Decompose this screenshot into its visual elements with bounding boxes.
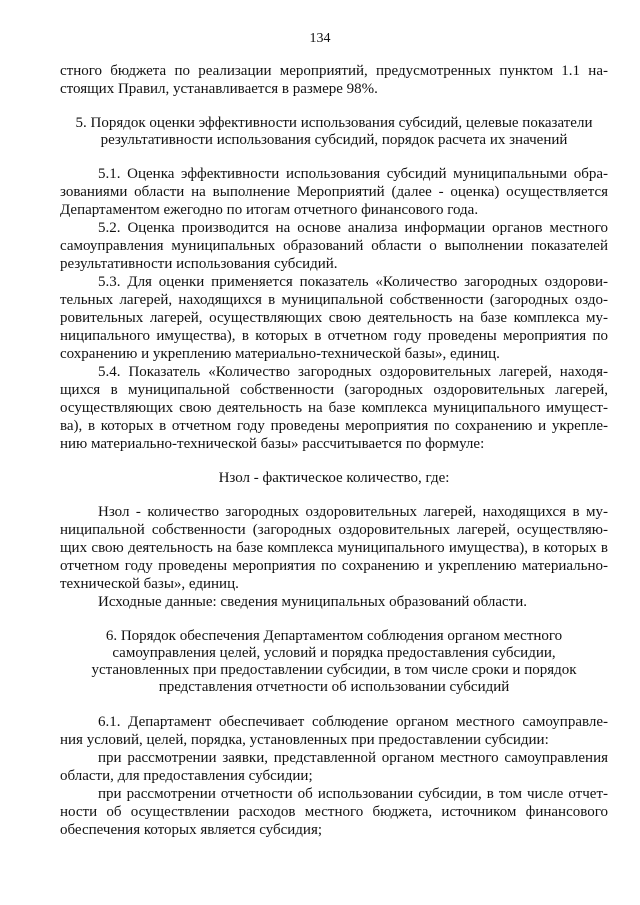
text-line: ниципальной собственности (загородных оздоровительных лагерей, осуществляю-	[60, 522, 608, 538]
text-line: ности об осуществлении расходов местного бюджета, источником финансового	[60, 804, 608, 820]
text-line: самоуправления муниципальных образований области о выполнении показателей	[60, 238, 608, 254]
text-line: тельных лагерей, находящихся в муниципальной собственности (загородных оздо-	[60, 292, 608, 308]
text-line: ния условий, целей, порядка, установленных при предоставлении субсидии:	[60, 732, 549, 748]
text-line: при рассмотрении отчетности об использовании субсидии, в том числе отчет-	[98, 786, 608, 802]
text-line: стоящих Правил, устанавливается в размере 98%.	[60, 81, 378, 97]
text-line: 5.1. Оценка эффективности использования субсидий муниципальными обра-	[98, 166, 608, 182]
section-heading: самоуправления целей, условий и порядка предоставления субсидии,	[112, 645, 556, 661]
text-line: ровительных лагерей, осуществляющих свою деятельность на базе комплекса му-	[60, 310, 608, 326]
text-line: Департаментом ежегодно по итогам отчетного финансового года.	[60, 202, 479, 218]
text-line: при рассмотрении заявки, представленной органом местного самоуправления	[98, 750, 608, 766]
text-line: 5.2. Оценка производится на основе анализа информации органов местного	[98, 220, 608, 236]
formula: Нзол - фактическое количество, где:	[218, 470, 450, 486]
text-line: 6.1. Департамент обеспечивает соблюдение органом местного самоуправле-	[98, 714, 608, 730]
text-line: осуществляющих свою деятельность на базе комплекса муниципального имущест-	[60, 400, 608, 416]
text-line: отчетном году проведены мероприятия по сохранению и укреплению материально-	[60, 558, 608, 574]
text-line: ва), в которых в отчетном году проведены мероприятия по сохранению и укрепле-	[60, 418, 608, 434]
section-heading: представления отчетности об использовании субсидий	[158, 679, 510, 695]
text-line: стного бюджета по реализации мероприятий, предусмотренных пунктом 1.1 на-	[60, 63, 608, 79]
page-number: 134	[309, 31, 331, 46]
section-heading: результативности использования субсидий, порядок расчета их значений	[100, 132, 568, 148]
text-line: технической базы», единиц.	[60, 576, 239, 592]
text-line: результативности использования субсидий.	[60, 256, 338, 272]
text-line: нию материально-технической базы» рассчитывается по формуле:	[60, 436, 485, 452]
text-line: обеспечения которых является субсидия;	[60, 822, 323, 838]
text-line: щихся в муниципальной собственности (загородных оздоровительных лагерей,	[60, 382, 608, 398]
text-line: Исходные данные: сведения муниципальных образований области.	[98, 594, 528, 610]
text-line: 5.3. Для оценки применяется показатель «Количество загородных оздорови-	[98, 274, 608, 290]
text-line: области, для предоставления субсидии;	[60, 768, 313, 784]
text-line: сохранению и укреплению материально-технической базы», единиц.	[60, 346, 500, 362]
text-line: Нзол - количество загородных оздоровительных лагерей, находящихся в му-	[98, 504, 608, 520]
section-heading: 5. Порядок оценки эффективности использования субсидий, целевые показатели	[75, 115, 593, 131]
text-line: зованиями области на выполнение Мероприятий (далее - оценка) осуществляется	[60, 184, 608, 200]
text-line: ниципального имущества), в которых в отчетном году проведены мероприятия по	[60, 328, 608, 344]
section-heading: установленных при предоставлении субсидии, в том числе сроки и порядок	[91, 662, 577, 678]
section-heading: 6. Порядок обеспечения Департаментом соблюдения органом местного	[105, 628, 563, 644]
text-line: 5.4. Показатель «Количество загородных оздоровительных лагерей, находя-	[98, 364, 608, 380]
text-line: щих свою деятельность на базе комплекса муниципального имущества), в которых в	[60, 540, 608, 556]
